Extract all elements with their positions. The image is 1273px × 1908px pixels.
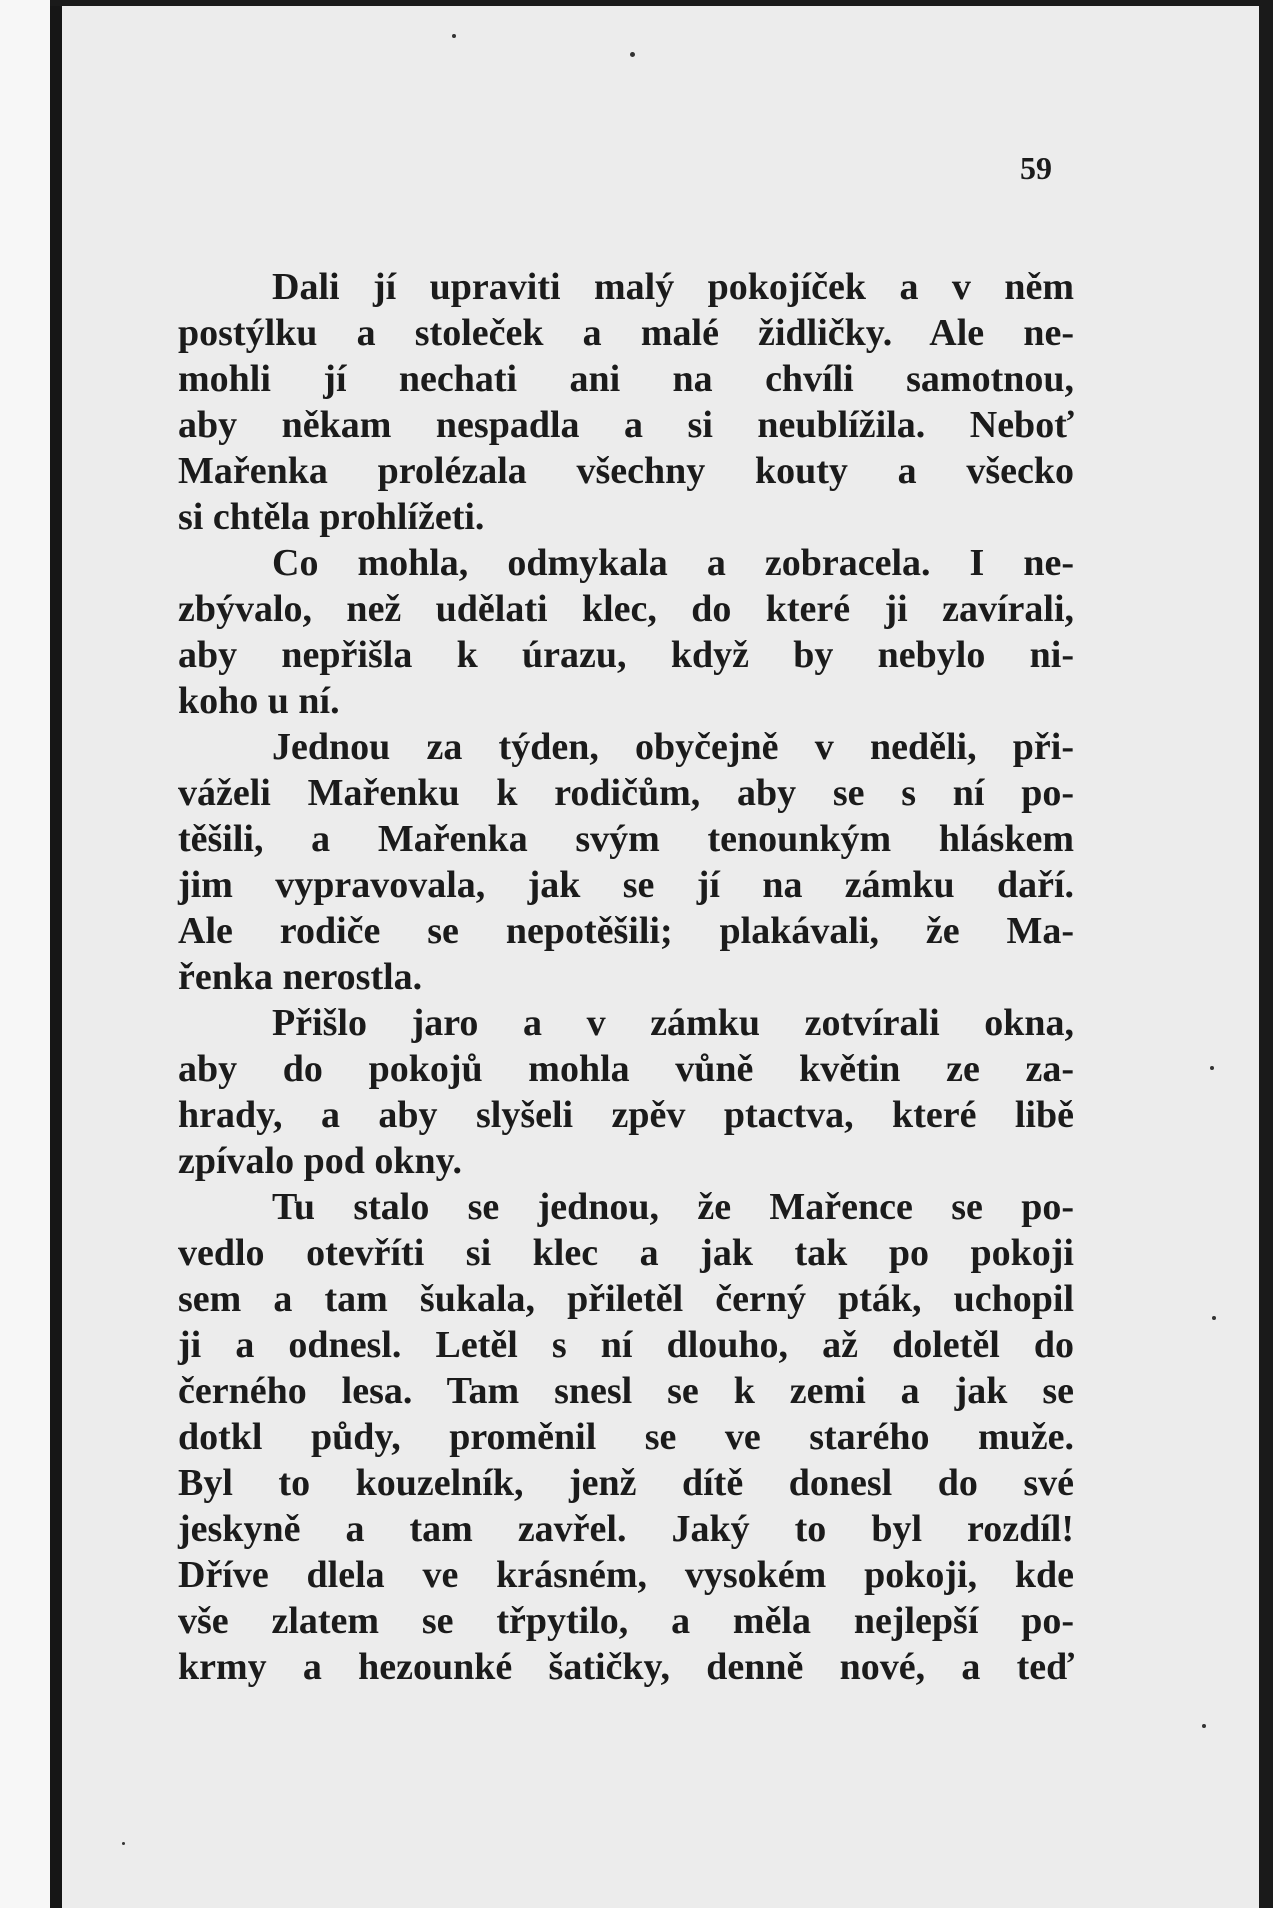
- adjacent-page-edge: [0, 0, 50, 1908]
- text-line: jim vypravovala, jak se jí na zámku daří.: [178, 864, 1074, 906]
- text-line: koho u ní.: [178, 680, 340, 722]
- text-line: dotkl půdy, proměnil se ve starého muže.: [178, 1416, 1074, 1458]
- body-text: [178, 264, 1074, 1690]
- text-line: Mařenka prolézala všechny kouty a všecko: [178, 450, 1074, 492]
- text-line: zbývalo, než udělati klec, do které ji zavírali,: [178, 588, 1074, 630]
- text-line: krmy a hezounké šatičky, denně nové, a teď: [178, 1646, 1074, 1688]
- text-line: aby někam nespadla a si neublížila. Neboť: [178, 404, 1074, 446]
- text-line: aby do pokojů mohla vůně květin ze za-: [178, 1048, 1074, 1090]
- text-line: postýlku a stoleček a malé židličky. Ale ne-: [178, 312, 1074, 354]
- text-line: jeskyně a tam zavřel. Jaký to byl rozdíl!: [178, 1508, 1074, 1550]
- text-line: zpívalo pod okny.: [178, 1140, 463, 1182]
- text-line: těšili, a Mařenka svým tenounkým hláskem: [178, 818, 1074, 860]
- text-line: si chtěla prohlížeti.: [178, 496, 485, 538]
- text-line: vedlo otevříti si klec a jak tak po pokoji: [178, 1232, 1074, 1274]
- text-line: Dali jí upraviti malý pokojíček a v něm: [272, 266, 1074, 308]
- text-line: hrady, a aby slyšeli zpěv ptactva, které libě: [178, 1094, 1074, 1136]
- text-line: mohli jí nechati ani na chvíli samotnou,: [178, 358, 1074, 400]
- text-line: řenka nerostla.: [178, 956, 423, 998]
- text-line: Byl to kouzelník, jenž dítě donesl do své: [178, 1462, 1074, 1504]
- page-border-left: [50, 0, 62, 1908]
- text-line: Jednou za týden, obyčejně v neděli, při-: [272, 726, 1074, 768]
- text-line: vše zlatem se třpytilo, a měla nejlepší po-: [178, 1600, 1074, 1642]
- text-line: Ale rodiče se nepotěšili; plakávali, že Ma-: [178, 910, 1074, 952]
- text-line: černého lesa. Tam snesl se k zemi a jak se: [178, 1370, 1074, 1412]
- page-number: 59: [1020, 150, 1052, 186]
- text-line: ji a odnesl. Letěl s ní dlouho, až doletěl do: [178, 1324, 1074, 1366]
- text-line: Tu stalo se jednou, že Mařence se po-: [272, 1186, 1074, 1228]
- text-line: váželi Mařenku k rodičům, aby se s ní po-: [178, 772, 1074, 814]
- text-line: Přišlo jaro a v zámku zotvírali okna,: [272, 1002, 1074, 1044]
- text-line: aby nepřišla k úrazu, když by nebylo ni-: [178, 634, 1074, 676]
- text-line: sem a tam šukala, přiletěl černý pták, uchopil: [178, 1278, 1074, 1320]
- text-line: Dříve dlela ve krásném, vysokém pokoji, kde: [178, 1554, 1074, 1596]
- text-line: Co mohla, odmykala a zobracela. I ne-: [272, 542, 1074, 584]
- page-border-right: [1259, 0, 1273, 1908]
